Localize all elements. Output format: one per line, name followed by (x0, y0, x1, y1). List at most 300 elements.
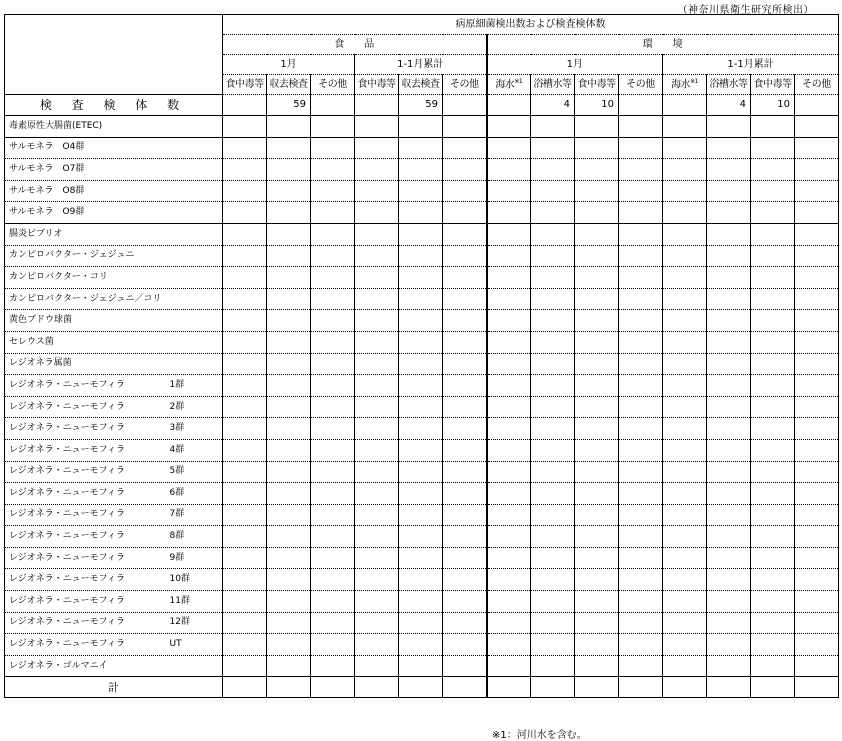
data-cell (311, 634, 355, 656)
bacteria-name-text: カンピロバクター・ジェジュニ／コリ (9, 293, 162, 304)
data-cell (575, 310, 619, 332)
data-cell (751, 612, 795, 634)
data-cell (751, 655, 795, 677)
table-row (5, 310, 839, 332)
data-cell (399, 439, 443, 461)
env-col-header: その他 (619, 75, 663, 95)
data-cell (267, 137, 311, 159)
food-col-header: 収去検査 (267, 75, 311, 95)
data-cell (707, 677, 751, 698)
data-cell (443, 137, 487, 159)
bacteria-name (5, 483, 223, 505)
data-cell (311, 267, 355, 289)
data-cell (575, 612, 619, 634)
data-cell (443, 612, 487, 634)
data-cell (751, 223, 795, 245)
data-cell (575, 223, 619, 245)
bacteria-name-text: レジオネラ・ニューモフィラ (9, 466, 125, 477)
data-cell (443, 353, 487, 375)
data-cell (751, 396, 795, 418)
bacteria-name (5, 267, 223, 289)
data-cell (531, 547, 575, 569)
data-cell (223, 116, 267, 138)
table-row (5, 634, 839, 656)
seawater-col-header (487, 75, 531, 95)
table-row (5, 504, 839, 526)
bacteria-name-text: 腸炎ビブリオ (9, 228, 63, 239)
data-cell (399, 634, 443, 656)
data-cell (707, 245, 751, 267)
data-cell (707, 461, 751, 483)
data-cell (795, 591, 839, 613)
data-cell (311, 180, 355, 202)
bacteria-name (5, 202, 223, 224)
data-cell (663, 526, 707, 548)
data-cell (619, 483, 663, 505)
data-cell (311, 677, 355, 698)
data-cell (663, 396, 707, 418)
data-cell (795, 483, 839, 505)
data-cell (795, 202, 839, 224)
data-cell (619, 288, 663, 310)
bacteria-name-text: 黄色ブドウ球菌 (9, 315, 73, 326)
data-cell (223, 483, 267, 505)
kentai-value (223, 95, 267, 116)
data-cell (487, 223, 531, 245)
serogroup-label: 2群 (169, 401, 185, 412)
data-cell (707, 418, 751, 440)
data-cell (575, 418, 619, 440)
data-cell (223, 547, 267, 569)
data-cell (223, 331, 267, 353)
data-cell (443, 396, 487, 418)
data-cell (443, 245, 487, 267)
bacteria-name (5, 353, 223, 375)
data-cell (575, 288, 619, 310)
data-cell (575, 634, 619, 656)
bacteria-name-text: サルモネラ O7群 (9, 163, 85, 174)
data-cell (355, 267, 399, 289)
data-cell (311, 288, 355, 310)
data-cell (487, 483, 531, 505)
data-cell (751, 288, 795, 310)
data-cell (311, 504, 355, 526)
bacteria-name (5, 223, 223, 245)
data-cell (751, 483, 795, 505)
data-cell (311, 655, 355, 677)
data-cell (399, 288, 443, 310)
data-cell (267, 655, 311, 677)
kentai-value (619, 95, 663, 116)
data-cell (707, 180, 751, 202)
bacteria-name (5, 159, 223, 181)
data-cell (663, 223, 707, 245)
data-cell (399, 202, 443, 224)
seawater-col-header (663, 75, 707, 95)
data-cell (355, 634, 399, 656)
data-cell (399, 245, 443, 267)
data-cell (487, 418, 531, 440)
data-cell (487, 180, 531, 202)
food-col-header: その他 (443, 75, 487, 95)
data-cell (663, 180, 707, 202)
data-cell (575, 504, 619, 526)
data-cell (311, 159, 355, 181)
data-cell (619, 612, 663, 634)
data-cell (575, 526, 619, 548)
data-cell (531, 202, 575, 224)
data-cell (751, 375, 795, 397)
data-cell (531, 245, 575, 267)
table-row (5, 223, 839, 245)
table-row (5, 439, 839, 461)
data-cell (267, 245, 311, 267)
data-cell (663, 634, 707, 656)
bacteria-name-text: セレウス菌 (9, 336, 54, 347)
bacteria-name (5, 612, 223, 634)
bacteria-name (5, 418, 223, 440)
data-cell (575, 245, 619, 267)
data-cell (663, 159, 707, 181)
data-cell (267, 526, 311, 548)
data-cell (355, 483, 399, 505)
data-cell (751, 331, 795, 353)
data-cell (531, 439, 575, 461)
data-cell (795, 396, 839, 418)
bacteria-name (5, 461, 223, 483)
bacteria-name (5, 655, 223, 677)
data-cell (443, 202, 487, 224)
data-cell (795, 180, 839, 202)
data-cell (751, 180, 795, 202)
bacteria-name (5, 137, 223, 159)
data-cell (663, 612, 707, 634)
data-cell (443, 418, 487, 440)
data-cell (355, 116, 399, 138)
data-cell (311, 612, 355, 634)
env-col-header: 浴槽水等 (531, 75, 575, 95)
table-row (5, 461, 839, 483)
table-row (5, 331, 839, 353)
data-cell (223, 267, 267, 289)
data-cell (355, 526, 399, 548)
data-cell (355, 612, 399, 634)
data-cell (531, 288, 575, 310)
data-cell (795, 526, 839, 548)
data-cell (487, 116, 531, 138)
bacteria-name (5, 634, 223, 656)
data-cell (575, 116, 619, 138)
data-cell (619, 461, 663, 483)
table-row (5, 245, 839, 267)
data-cell (663, 267, 707, 289)
data-cell (267, 418, 311, 440)
data-cell (311, 245, 355, 267)
data-cell (267, 396, 311, 418)
data-cell (531, 267, 575, 289)
data-cell (751, 547, 795, 569)
data-cell (707, 612, 751, 634)
data-cell (267, 267, 311, 289)
data-cell (619, 267, 663, 289)
serogroup-label: 12群 (169, 617, 190, 628)
data-cell (663, 310, 707, 332)
data-cell (443, 331, 487, 353)
data-cell (267, 461, 311, 483)
data-cell (443, 223, 487, 245)
data-cell (487, 310, 531, 332)
data-cell (487, 375, 531, 397)
data-cell (751, 526, 795, 548)
data-cell (619, 591, 663, 613)
data-cell (399, 591, 443, 613)
data-cell (355, 137, 399, 159)
data-cell (619, 375, 663, 397)
data-cell (267, 375, 311, 397)
data-cell (487, 396, 531, 418)
data-cell (399, 116, 443, 138)
data-cell (663, 331, 707, 353)
data-cell (267, 310, 311, 332)
data-cell (223, 202, 267, 224)
data-cell (531, 634, 575, 656)
table-row (5, 375, 839, 397)
data-cell (487, 591, 531, 613)
data-cell (619, 526, 663, 548)
data-cell (311, 526, 355, 548)
data-cell (399, 267, 443, 289)
data-cell (223, 612, 267, 634)
data-cell (707, 137, 751, 159)
data-cell (267, 223, 311, 245)
data-cell (443, 634, 487, 656)
data-cell (311, 439, 355, 461)
bacteria-name (5, 439, 223, 461)
bacteria-name-text: レジオネラ・ニューモフィラ (9, 444, 125, 455)
data-cell (795, 331, 839, 353)
data-cell (487, 245, 531, 267)
data-cell (531, 483, 575, 505)
data-cell (311, 223, 355, 245)
data-cell (795, 634, 839, 656)
data-cell (663, 504, 707, 526)
data-cell (575, 483, 619, 505)
data-cell (707, 439, 751, 461)
data-cell (487, 655, 531, 677)
data-cell (663, 461, 707, 483)
data-cell (311, 461, 355, 483)
data-cell (707, 116, 751, 138)
data-cell (707, 202, 751, 224)
source-note: （神奈川県衛生研究所検出） (677, 5, 814, 16)
data-cell (575, 375, 619, 397)
data-cell (399, 677, 443, 698)
data-cell (575, 331, 619, 353)
bacteria-name-text: レジオネラ・ニューモフィラ (9, 423, 125, 434)
data-cell (751, 116, 795, 138)
data-cell (619, 504, 663, 526)
bacteria-name-text: カンピロバクター・コリ (9, 271, 108, 282)
data-cell (311, 396, 355, 418)
kentai-value: 10 (751, 95, 795, 116)
group-env-header: 環 境 (487, 35, 839, 55)
data-cell (487, 331, 531, 353)
bacteria-name (5, 180, 223, 202)
table-row (5, 137, 839, 159)
data-cell (795, 418, 839, 440)
data-cell (311, 547, 355, 569)
data-cell (399, 547, 443, 569)
data-cell (223, 591, 267, 613)
data-cell (575, 396, 619, 418)
data-cell (399, 418, 443, 440)
data-cell (223, 245, 267, 267)
data-cell (531, 116, 575, 138)
data-cell (443, 375, 487, 397)
data-cell (355, 245, 399, 267)
data-cell (443, 526, 487, 548)
data-cell (399, 612, 443, 634)
data-cell (663, 375, 707, 397)
serogroup-label: 7群 (169, 509, 185, 520)
data-cell (751, 353, 795, 375)
data-cell (223, 677, 267, 698)
total-row (5, 677, 839, 698)
data-cell (531, 331, 575, 353)
data-cell (575, 137, 619, 159)
data-cell (223, 655, 267, 677)
data-cell (399, 310, 443, 332)
data-cell (795, 461, 839, 483)
data-cell (267, 547, 311, 569)
data-cell (707, 375, 751, 397)
data-cell (619, 655, 663, 677)
data-cell (355, 439, 399, 461)
data-cell (267, 569, 311, 591)
bacteria-name-text: レジオネラ・ニューモフィラ (9, 531, 125, 542)
data-cell (487, 288, 531, 310)
data-cell (795, 116, 839, 138)
bacteria-name-text: レジオネラ・ニューモフィラ (9, 574, 125, 585)
data-cell (223, 353, 267, 375)
data-cell (311, 418, 355, 440)
data-cell (575, 439, 619, 461)
bacteria-name-text: レジオネラ・ニューモフィラ (9, 552, 125, 563)
data-cell (399, 331, 443, 353)
data-cell (355, 180, 399, 202)
data-cell (707, 655, 751, 677)
data-cell (575, 159, 619, 181)
data-cell (531, 526, 575, 548)
data-cell (267, 288, 311, 310)
table-row (5, 569, 839, 591)
data-cell (795, 612, 839, 634)
data-cell (223, 461, 267, 483)
data-cell (619, 418, 663, 440)
data-cell (531, 612, 575, 634)
serogroup-label: 10群 (169, 574, 190, 585)
bacteria-name (5, 375, 223, 397)
data-cell (531, 461, 575, 483)
kentai-value (795, 95, 839, 116)
data-cell (355, 331, 399, 353)
table-row (5, 353, 839, 375)
data-cell (795, 310, 839, 332)
data-cell (487, 439, 531, 461)
data-cell (751, 202, 795, 224)
env-col-header: 食中毒等 (575, 75, 619, 95)
data-cell (267, 439, 311, 461)
data-cell (751, 677, 795, 698)
data-cell (751, 504, 795, 526)
bacteria-name (5, 569, 223, 591)
data-cell (707, 569, 751, 591)
data-cell (575, 677, 619, 698)
data-cell (531, 396, 575, 418)
data-cell (795, 439, 839, 461)
data-cell (619, 202, 663, 224)
data-cell (531, 159, 575, 181)
main-header: 病原細菌検出数および検査検体数 (223, 15, 839, 35)
data-cell (355, 677, 399, 698)
data-cell (443, 569, 487, 591)
table-row (5, 483, 839, 505)
data-cell (619, 310, 663, 332)
data-cell (443, 504, 487, 526)
group-food-header: 食 品 (223, 35, 487, 55)
data-cell (399, 375, 443, 397)
data-cell (707, 267, 751, 289)
data-cell (487, 461, 531, 483)
bacteria-name-text: カンピロバクター・ジェジュニ (9, 250, 135, 261)
data-cell (619, 223, 663, 245)
data-cell (531, 375, 575, 397)
data-cell (267, 483, 311, 505)
data-cell (223, 223, 267, 245)
data-cell (267, 591, 311, 613)
bacteria-name (5, 245, 223, 267)
serogroup-label: 5群 (169, 466, 185, 477)
table-row (5, 655, 839, 677)
data-cell (663, 547, 707, 569)
kentai-value: 10 (575, 95, 619, 116)
bacteria-name (5, 547, 223, 569)
data-cell (619, 396, 663, 418)
data-cell (531, 677, 575, 698)
data-cell (619, 137, 663, 159)
data-cell (531, 310, 575, 332)
env-col-header: 食中毒等 (751, 75, 795, 95)
data-cell (619, 634, 663, 656)
bacteria-name (5, 116, 223, 138)
table-row (5, 591, 839, 613)
data-cell (575, 353, 619, 375)
data-cell (707, 396, 751, 418)
data-cell (619, 180, 663, 202)
data-cell (619, 547, 663, 569)
table-row (5, 288, 839, 310)
data-cell (531, 137, 575, 159)
data-cell (355, 591, 399, 613)
serogroup-label: 4群 (169, 444, 185, 455)
data-cell (443, 116, 487, 138)
data-cell (663, 418, 707, 440)
footnote: ※1：河川水を含む。 (492, 730, 587, 741)
data-cell (795, 504, 839, 526)
data-cell (663, 288, 707, 310)
data-cell (795, 245, 839, 267)
bacteria-name-text: レジオネラ属菌 (9, 358, 72, 369)
